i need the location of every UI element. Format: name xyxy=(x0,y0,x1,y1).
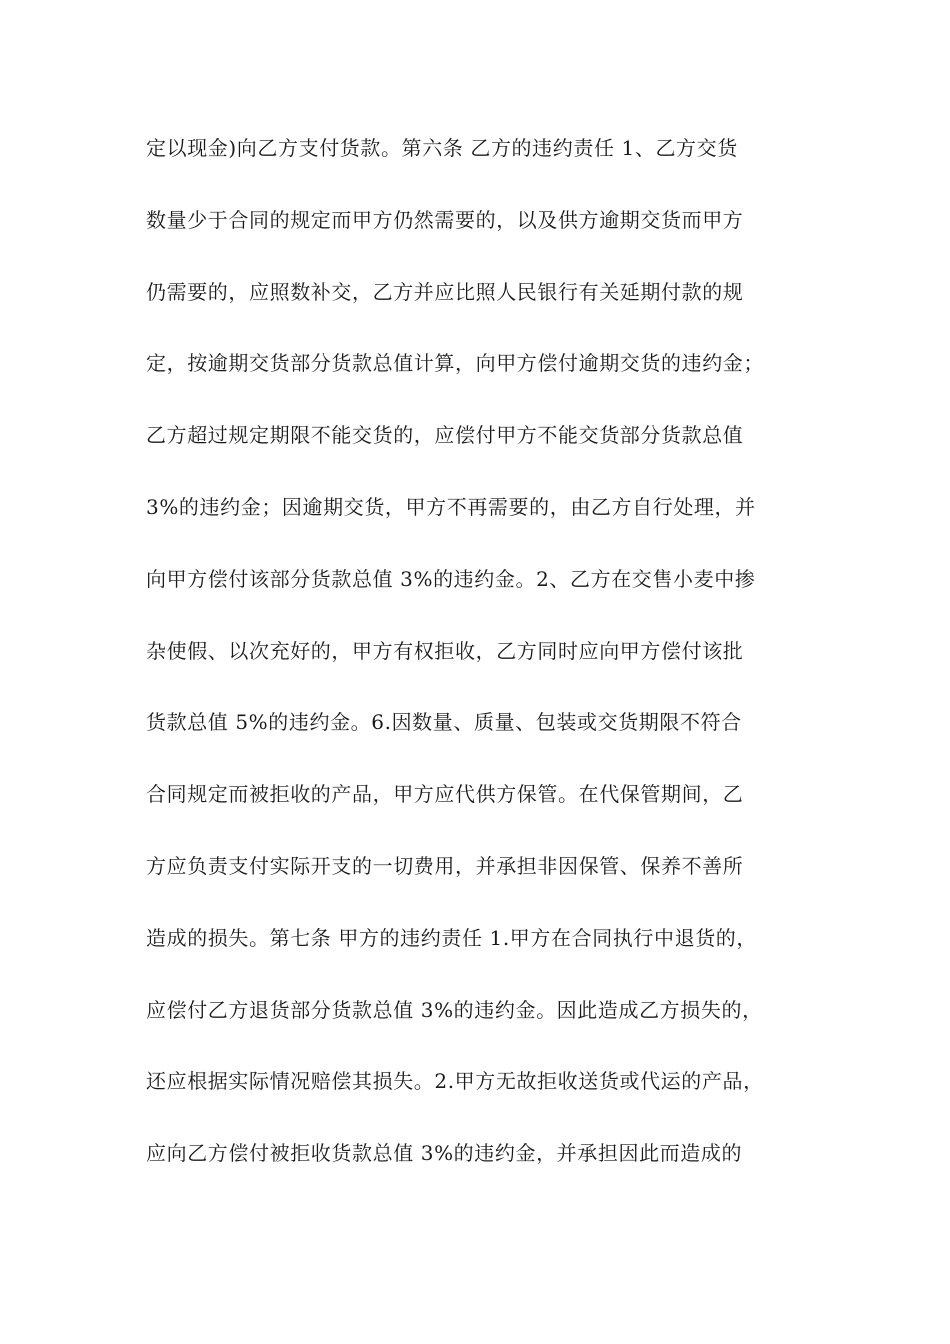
text-line: 还应根据实际情况赔偿其损失。2.甲方无故拒收送货或代运的产品， xyxy=(146,1069,764,1094)
contract-text-body xyxy=(146,135,816,1212)
text-line: 数量少于合同的规定而甲方仍然需要的，以及供方逾期交货而甲方 xyxy=(146,207,744,232)
text-line: 方应负责支付实际开支的一切费用，并承担非因保管、保养不善所 xyxy=(146,853,744,878)
text-line: 货款总值 5%的违约金。6.因数量、质量、包装或交货期限不符合 xyxy=(146,710,742,735)
text-line: 杂使假、以次充好的，甲方有权拒收，乙方同时应向甲方偿付该批 xyxy=(146,638,744,663)
text-line: 3%的违约金；因逾期交货，甲方不再需要的，由乙方自行处理，并 xyxy=(146,494,756,519)
text-line: 定以现金)向乙方支付货款。第六条 乙方的违约责任 1、乙方交货 xyxy=(146,136,738,160)
text-line: 定，按逾期交货部分货款总值计算，向甲方偿付逾期交货的违约金； xyxy=(146,351,764,376)
text-line: 乙方超过规定期限不能交货的，应偿付甲方不能交货部分货款总值 xyxy=(146,423,744,448)
text-line: 应偿付乙方退货部分货款总值 3%的违约金。因此造成乙方损失的， xyxy=(146,997,763,1022)
text-line: 造成的损失。第七条 甲方的违约责任 1.甲方在合同执行中退货的， xyxy=(146,925,757,950)
text-line: 合同规定而被拒收的产品，甲方应代供方保管。在代保管期间，乙 xyxy=(146,782,744,807)
text-line: 应向乙方偿付被拒收货款总值 3%的违约金，并承担因此而造成的 xyxy=(146,1141,743,1166)
text-line: 向甲方偿付该部分货款总值 3%的违约金。2、乙方在交售小麦中掺 xyxy=(146,566,756,591)
text-line: 仍需要的，应照数补交，乙方并应比照人民银行有关延期付款的规 xyxy=(146,279,744,304)
